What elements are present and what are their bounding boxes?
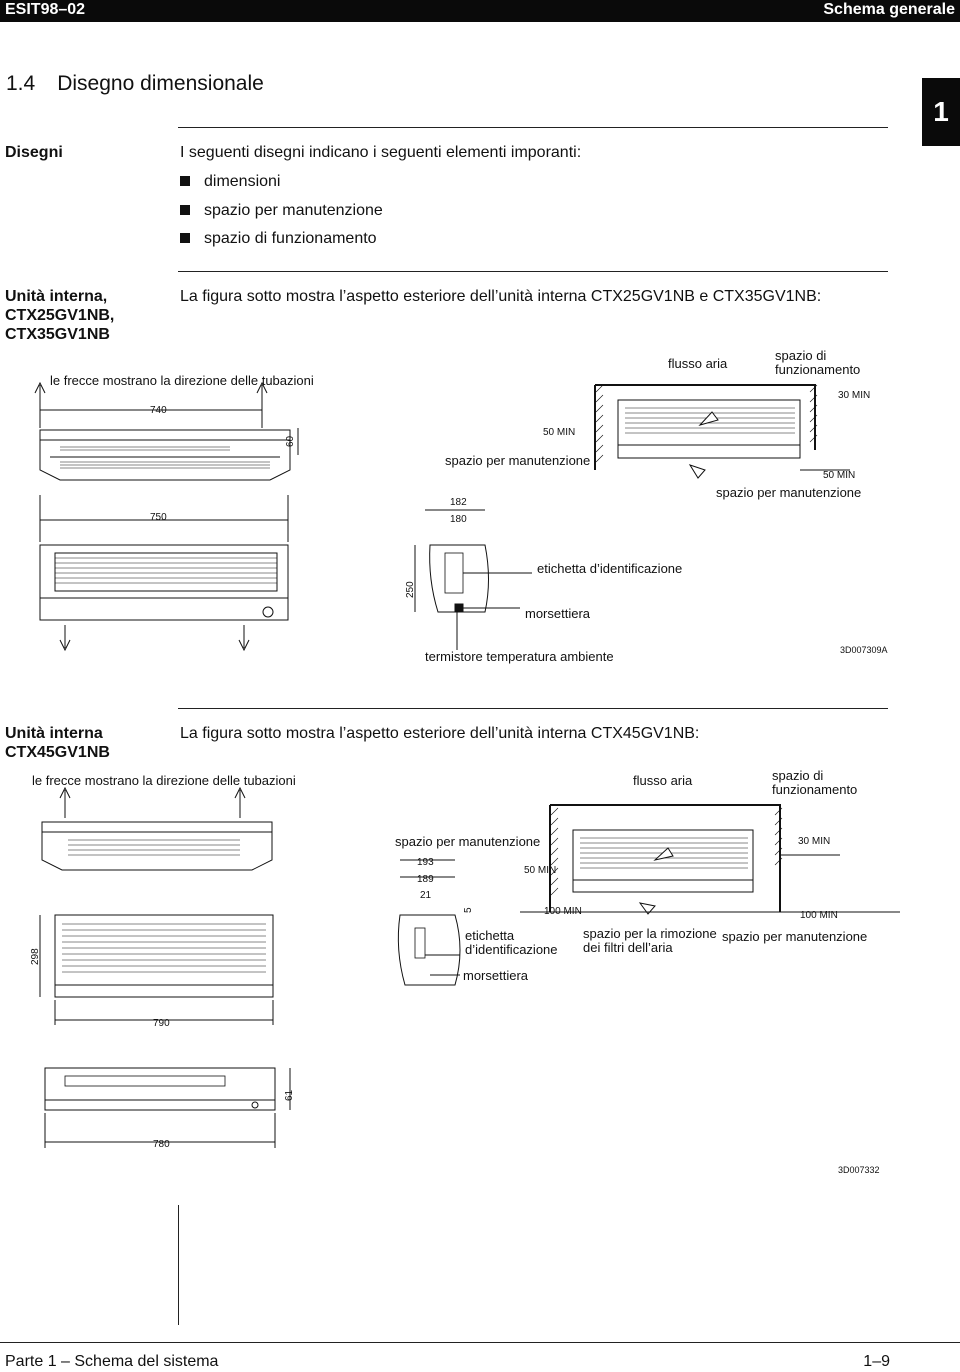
unit2-drawing <box>0 765 960 1205</box>
footer-left: Parte 1 – Schema del sistema <box>5 1353 219 1370</box>
unit2-flusso-aria: flusso aria <box>633 773 693 788</box>
unit2-spazio-manut-right: spazio per manutenzione <box>722 929 868 944</box>
dim-21: 21 <box>420 890 432 901</box>
unit2-label-line: CTX45GV1NB <box>5 744 110 761</box>
min-30: 30 MIN <box>838 390 871 401</box>
dim-740: 740 <box>150 405 167 416</box>
morsettiera-label: morsettiera <box>525 606 591 621</box>
disegni-bullet-list <box>180 172 383 258</box>
unit2-spazio-manut-top: spazio per manutenzione <box>395 834 541 849</box>
min-50b: 50 MIN <box>823 470 856 481</box>
dim-790: 790 <box>153 1018 170 1029</box>
unit1-front-view <box>40 545 288 620</box>
unit2-label <box>5 724 110 762</box>
chapter-tab: 1 <box>922 78 960 146</box>
footer-rule <box>0 1342 960 1343</box>
spazio-manut-1: spazio per manutenzione <box>445 453 591 468</box>
margin-line <box>178 1205 179 1325</box>
spazio-funz-line1: spazio di <box>775 348 827 363</box>
dim-189: 189 <box>417 874 434 885</box>
unit1-side-view <box>430 545 489 612</box>
rule-unit1 <box>178 271 888 272</box>
unit2-label-line: Unità interna <box>5 725 103 742</box>
dim-193: 193 <box>417 857 434 868</box>
disegni-intro: I seguenti disegni indicano i seguenti elementi imporanti: <box>180 144 582 161</box>
dim-180: 180 <box>450 514 467 525</box>
bullet-item: spazio di funzionamento <box>180 229 383 258</box>
unit1-room-unit <box>618 400 800 458</box>
dim-750: 750 <box>150 512 167 523</box>
header-doc-id: ESIT98–02 <box>5 1 86 18</box>
unit1-top-view <box>40 430 290 480</box>
dim-780: 780 <box>153 1139 170 1150</box>
dim-61: 61 <box>284 1089 295 1101</box>
unit2-morsettiera: morsettiera <box>463 968 529 983</box>
unit2-top-view <box>42 822 272 870</box>
unit2-min-50: 50 MIN <box>524 865 557 876</box>
unit1-drawing <box>0 340 960 690</box>
drawing-code-2: 3D007332 <box>838 1165 880 1175</box>
termistore-label: termistore temperatura ambiente <box>425 649 614 664</box>
unit1-arrows-note: le frecce mostrano la direzione delle tubazioni <box>50 373 314 388</box>
unit2-rimozione-line2: dei filtri dell’aria <box>583 940 673 955</box>
bullet-item: spazio per manutenzione <box>180 201 383 230</box>
drawing-code-1: 3D007309A <box>840 645 888 655</box>
unit2-spazio-funz-line1: spazio di <box>772 768 824 783</box>
unit2-text: La figura sotto mostra l’aspetto esteriore dell’unità interna CTX45GV1NB: <box>180 725 700 742</box>
unit2-etichetta-line1: etichetta <box>465 928 515 943</box>
dim-5: 5 <box>463 907 474 913</box>
rule-disegni <box>178 127 888 128</box>
unit1-label <box>5 287 114 344</box>
dim-60: 60 <box>285 435 296 447</box>
spazio-manut-2: spazio per manutenzione <box>716 485 862 500</box>
flusso-aria: flusso aria <box>668 356 728 371</box>
disegni-label: Disegni <box>5 144 63 161</box>
dim-250: 250 <box>405 581 416 598</box>
unit2-etichetta-line2: d’identificazione <box>465 942 558 957</box>
unit1-label-line: Unità interna, <box>5 288 108 305</box>
header-section: Schema generale <box>823 1 955 18</box>
section-title <box>6 72 264 96</box>
unit2-min-100a: 100 MIN <box>544 906 582 917</box>
section-title-text: Disegno dimensionale <box>57 72 264 95</box>
bullet-item: dimensioni <box>180 172 383 201</box>
unit2-room-unit <box>573 830 753 892</box>
footer-page: 1–9 <box>863 1353 890 1370</box>
min-50a: 50 MIN <box>543 427 576 438</box>
rule-unit2 <box>178 708 888 709</box>
unit2-arrows-note: le frecce mostrano la direzione delle tubazioni <box>32 773 296 788</box>
unit1-label-line: CTX25GV1NB, <box>5 307 115 324</box>
section-number: 1.4 <box>6 72 36 95</box>
unit2-min-30: 30 MIN <box>798 836 831 847</box>
etichetta-label: etichetta d’identificazione <box>537 561 683 576</box>
unit2-rimozione-line1: spazio per la rimozione <box>583 926 717 941</box>
header-bar <box>0 0 960 22</box>
spazio-funz-line2: funzionamento <box>775 362 861 377</box>
dim-298: 298 <box>30 948 41 965</box>
unit2-spazio-funz-line2: funzionamento <box>772 782 858 797</box>
unit1-label-line: CTX35GV1NB <box>5 326 110 343</box>
unit1-text: La figura sotto mostra l’aspetto esteriore dell’unità interna CTX25GV1NB e CTX35GV1NB: <box>180 288 822 305</box>
unit2-bottom-view <box>45 1068 275 1110</box>
unit2-min-100b: 100 MIN <box>800 910 838 921</box>
dim-182: 182 <box>450 497 467 508</box>
